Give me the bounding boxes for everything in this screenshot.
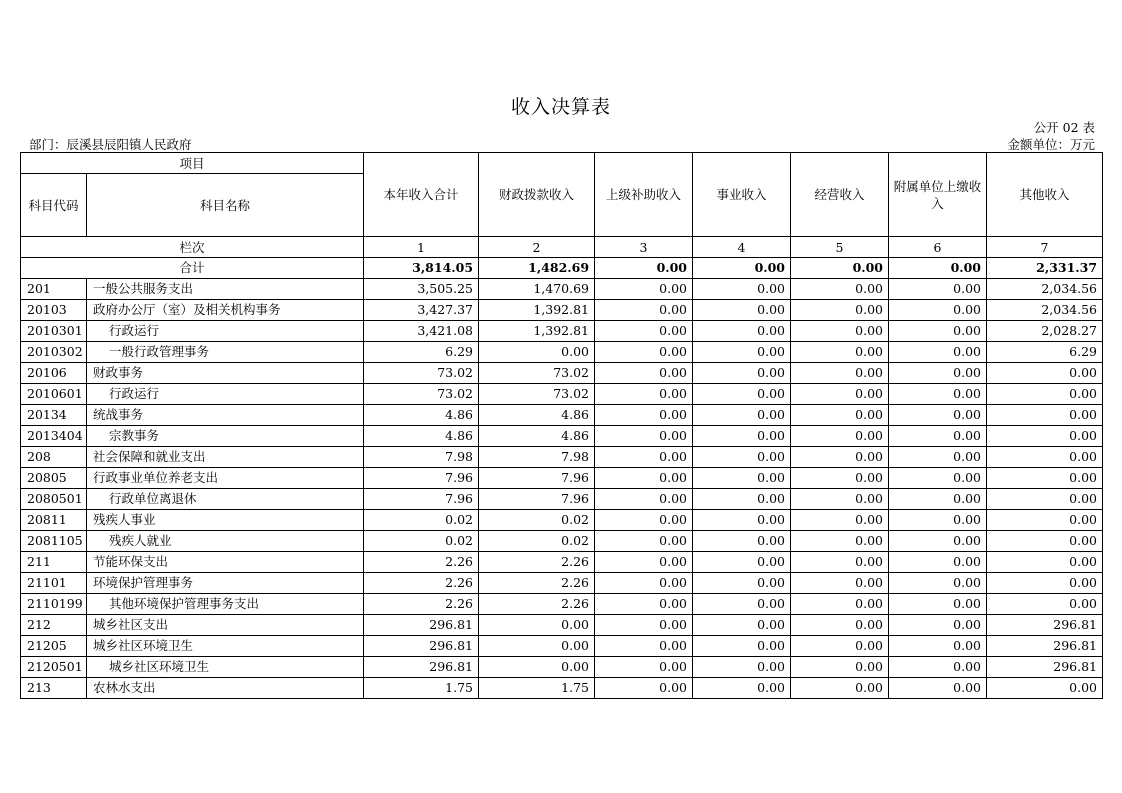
- amount-cell: 2.26: [479, 552, 595, 573]
- table-row: [21, 657, 1103, 678]
- amount-cell: 2.26: [364, 573, 479, 594]
- amount-cell: 0.00: [595, 510, 693, 531]
- amount-cell: 0.00: [693, 531, 791, 552]
- header-code: 科目代码: [21, 174, 87, 237]
- subject-name: 行政事业单位养老支出: [87, 468, 364, 489]
- subject-code: 2080501: [21, 489, 87, 510]
- amount-cell: 1.75: [364, 678, 479, 699]
- amount-cell: 0.00: [987, 489, 1103, 510]
- col-num: 2: [479, 237, 595, 258]
- subject-code: 20103: [21, 300, 87, 321]
- table-row: [21, 615, 1103, 636]
- amount-cell: 0.00: [791, 510, 889, 531]
- amount-cell: 73.02: [364, 363, 479, 384]
- col-num: 3: [595, 237, 693, 258]
- amount-cell: 7.96: [479, 468, 595, 489]
- amount-cell: 0.00: [693, 384, 791, 405]
- subject-code: 21101: [21, 573, 87, 594]
- col-num: 6: [889, 237, 987, 258]
- amount-cell: 0.00: [595, 363, 693, 384]
- amount-cell: 0.00: [889, 321, 987, 342]
- amount-cell: 4.86: [479, 426, 595, 447]
- amount-cell: 0.00: [791, 531, 889, 552]
- amount-cell: 0.00: [889, 279, 987, 300]
- subject-name: 行政运行: [87, 321, 364, 342]
- form-number: 公开 02 表: [1033, 120, 1095, 135]
- header-col-7: 其他收入: [987, 153, 1103, 237]
- amount-cell: 0.02: [479, 531, 595, 552]
- amount-cell: 0.00: [595, 573, 693, 594]
- amount-cell: 0.00: [791, 384, 889, 405]
- amount-cell: 0.00: [693, 447, 791, 468]
- subject-code: 21205: [21, 636, 87, 657]
- amount-cell: 7.98: [364, 447, 479, 468]
- amount-cell: 296.81: [987, 657, 1103, 678]
- subject-name: 残疾人事业: [87, 510, 364, 531]
- subject-name: 一般行政管理事务: [87, 342, 364, 363]
- subject-name: 政府办公厅（室）及相关机构事务: [87, 300, 364, 321]
- amount-cell: 0.00: [791, 321, 889, 342]
- subject-name: 城乡社区环境卫生: [87, 636, 364, 657]
- amount-cell: 4.86: [479, 405, 595, 426]
- amount-cell: 0.00: [595, 594, 693, 615]
- subject-code: 20106: [21, 363, 87, 384]
- amount-cell: 0.00: [791, 594, 889, 615]
- amount-cell: 0.00: [595, 384, 693, 405]
- amount-cell: 0.00: [791, 279, 889, 300]
- amount-cell: 0.00: [987, 573, 1103, 594]
- amount-cell: 0.00: [595, 405, 693, 426]
- subject-code: 213: [21, 678, 87, 699]
- table-row: [21, 342, 1103, 363]
- subject-name: 行政单位离退休: [87, 489, 364, 510]
- amount-cell: 0.00: [889, 405, 987, 426]
- amount-cell: 0.00: [693, 279, 791, 300]
- amount-cell: 0.00: [693, 405, 791, 426]
- total-value: 0.00: [595, 258, 693, 279]
- subject-code: 20134: [21, 405, 87, 426]
- total-row: [21, 258, 1103, 279]
- amount-cell: 0.00: [693, 300, 791, 321]
- amount-cell: 0.00: [889, 657, 987, 678]
- amount-cell: 0.00: [791, 447, 889, 468]
- amount-cell: 0.00: [693, 594, 791, 615]
- amount-cell: 0.00: [889, 552, 987, 573]
- amount-cell: 0.00: [987, 405, 1103, 426]
- amount-cell: 0.00: [693, 552, 791, 573]
- total-value: 2,331.37: [987, 258, 1103, 279]
- amount-cell: 2,034.56: [987, 300, 1103, 321]
- subject-code: 208: [21, 447, 87, 468]
- amount-cell: 0.00: [791, 342, 889, 363]
- header-col-3: 上级补助收入: [595, 153, 693, 237]
- subject-name: 节能环保支出: [87, 552, 364, 573]
- amount-cell: 0.00: [595, 447, 693, 468]
- amount-cell: 0.00: [693, 426, 791, 447]
- amount-cell: 0.00: [693, 678, 791, 699]
- total-value: 0.00: [791, 258, 889, 279]
- amount-cell: 1,392.81: [479, 321, 595, 342]
- col-num: 1: [364, 237, 479, 258]
- col-num: 4: [693, 237, 791, 258]
- amount-cell: 0.00: [791, 678, 889, 699]
- subject-code: 2010301: [21, 321, 87, 342]
- table-row: [21, 363, 1103, 384]
- amount-cell: 0.00: [479, 615, 595, 636]
- amount-cell: 2.26: [479, 594, 595, 615]
- amount-cell: 0.00: [595, 300, 693, 321]
- amount-cell: 0.00: [693, 468, 791, 489]
- amount-cell: 0.02: [364, 510, 479, 531]
- unit-label: 金额单位：万元: [1007, 137, 1095, 152]
- subject-name: 城乡社区环境卫生: [87, 657, 364, 678]
- amount-cell: 0.00: [987, 594, 1103, 615]
- amount-cell: 0.00: [987, 384, 1103, 405]
- page-title: 收入决算表: [510, 96, 611, 118]
- subject-name: 残疾人就业: [87, 531, 364, 552]
- amount-cell: 0.00: [889, 384, 987, 405]
- amount-cell: 2.26: [364, 594, 479, 615]
- header-item: 项目: [21, 153, 364, 174]
- amount-cell: 0.00: [791, 300, 889, 321]
- amount-cell: 1,392.81: [479, 300, 595, 321]
- table-row: [21, 489, 1103, 510]
- amount-cell: 0.00: [889, 594, 987, 615]
- amount-cell: 0.00: [889, 300, 987, 321]
- amount-cell: 1,470.69: [479, 279, 595, 300]
- amount-cell: 0.00: [595, 552, 693, 573]
- subject-code: 212: [21, 615, 87, 636]
- amount-cell: 296.81: [987, 636, 1103, 657]
- subject-code: 20811: [21, 510, 87, 531]
- amount-cell: 0.00: [791, 405, 889, 426]
- amount-cell: 0.00: [693, 615, 791, 636]
- subject-name: 行政运行: [87, 384, 364, 405]
- amount-cell: 0.00: [987, 426, 1103, 447]
- amount-cell: 3,505.25: [364, 279, 479, 300]
- amount-cell: 0.00: [791, 489, 889, 510]
- amount-cell: 0.00: [889, 615, 987, 636]
- subject-code: 2081105: [21, 531, 87, 552]
- subject-name: 社会保障和就业支出: [87, 447, 364, 468]
- table-row: [21, 279, 1103, 300]
- amount-cell: 3,427.37: [364, 300, 479, 321]
- income-table: [20, 152, 1103, 699]
- amount-cell: 2,034.56: [987, 279, 1103, 300]
- subject-name: 财政事务: [87, 363, 364, 384]
- amount-cell: 7.96: [364, 468, 479, 489]
- amount-cell: 2.26: [479, 573, 595, 594]
- header-col-6: 附属单位上缴收入: [889, 153, 987, 237]
- amount-cell: 6.29: [987, 342, 1103, 363]
- amount-cell: 0.00: [889, 489, 987, 510]
- amount-cell: 7.96: [479, 489, 595, 510]
- subject-name: 一般公共服务支出: [87, 279, 364, 300]
- amount-cell: 0.00: [479, 657, 595, 678]
- table-row: [21, 321, 1103, 342]
- amount-cell: 0.00: [595, 489, 693, 510]
- subject-name: 农林水支出: [87, 678, 364, 699]
- amount-cell: 0.00: [595, 657, 693, 678]
- amount-cell: 0.00: [693, 573, 791, 594]
- amount-cell: 73.02: [479, 363, 595, 384]
- amount-cell: 0.00: [791, 426, 889, 447]
- amount-cell: 0.00: [889, 426, 987, 447]
- amount-cell: 0.00: [987, 552, 1103, 573]
- subject-code: 2010302: [21, 342, 87, 363]
- header-col-2: 财政拨款收入: [479, 153, 595, 237]
- amount-cell: 0.00: [693, 636, 791, 657]
- subject-name: 宗教事务: [87, 426, 364, 447]
- amount-cell: 0.00: [987, 678, 1103, 699]
- amount-cell: 0.00: [889, 531, 987, 552]
- table-row: [21, 384, 1103, 405]
- amount-cell: 0.00: [693, 363, 791, 384]
- col-num: 5: [791, 237, 889, 258]
- table-row: [21, 510, 1103, 531]
- amount-cell: 73.02: [364, 384, 479, 405]
- subject-name: 其他环境保护管理事务支出: [87, 594, 364, 615]
- subject-code: 2110199: [21, 594, 87, 615]
- subject-code: 2120501: [21, 657, 87, 678]
- total-value: 0.00: [693, 258, 791, 279]
- amount-cell: 0.02: [479, 510, 595, 531]
- amount-cell: 1.75: [479, 678, 595, 699]
- amount-cell: 296.81: [364, 636, 479, 657]
- amount-cell: 0.00: [595, 279, 693, 300]
- header-col-1: 本年收入合计: [364, 153, 479, 237]
- amount-cell: 0.00: [791, 363, 889, 384]
- amount-cell: 0.00: [693, 657, 791, 678]
- subject-name: 统战事务: [87, 405, 364, 426]
- header-lanci: 栏次: [21, 237, 364, 258]
- amount-cell: 0.00: [987, 468, 1103, 489]
- amount-cell: 0.00: [693, 510, 791, 531]
- table-row: [21, 678, 1103, 699]
- amount-cell: 0.00: [889, 678, 987, 699]
- amount-cell: 0.00: [595, 678, 693, 699]
- header-col-5: 经营收入: [791, 153, 889, 237]
- amount-cell: 0.00: [889, 363, 987, 384]
- amount-cell: 0.00: [889, 573, 987, 594]
- amount-cell: 0.00: [791, 468, 889, 489]
- total-value: 0.00: [889, 258, 987, 279]
- amount-cell: 0.00: [889, 510, 987, 531]
- table-row: [21, 594, 1103, 615]
- amount-cell: 7.98: [479, 447, 595, 468]
- amount-cell: 2.26: [364, 552, 479, 573]
- table-row: [21, 300, 1103, 321]
- col-num: 7: [987, 237, 1103, 258]
- amount-cell: 0.00: [595, 531, 693, 552]
- table-row: [21, 405, 1103, 426]
- total-value: 1,482.69: [479, 258, 595, 279]
- amount-cell: 0.00: [889, 342, 987, 363]
- amount-cell: 0.00: [595, 426, 693, 447]
- amount-cell: 296.81: [987, 615, 1103, 636]
- amount-cell: 0.00: [791, 636, 889, 657]
- amount-cell: 0.00: [987, 447, 1103, 468]
- amount-cell: 4.86: [364, 405, 479, 426]
- amount-cell: 0.00: [987, 363, 1103, 384]
- amount-cell: 0.00: [889, 636, 987, 657]
- amount-cell: 0.00: [791, 573, 889, 594]
- amount-cell: 0.00: [595, 468, 693, 489]
- table-row: [21, 552, 1103, 573]
- amount-cell: 296.81: [364, 615, 479, 636]
- subject-code: 20805: [21, 468, 87, 489]
- amount-cell: 0.00: [693, 489, 791, 510]
- table-row: [21, 447, 1103, 468]
- amount-cell: 0.00: [595, 342, 693, 363]
- amount-cell: 0.00: [595, 615, 693, 636]
- subject-code: 2013404: [21, 426, 87, 447]
- amount-cell: 0.00: [693, 321, 791, 342]
- total-label: 合计: [21, 258, 364, 279]
- subject-code: 201: [21, 279, 87, 300]
- header-name: 科目名称: [87, 174, 364, 237]
- table-row: [21, 531, 1103, 552]
- subject-name: 城乡社区支出: [87, 615, 364, 636]
- subject-code: 2010601: [21, 384, 87, 405]
- table-row: [21, 636, 1103, 657]
- amount-cell: 0.00: [479, 342, 595, 363]
- total-value: 3,814.05: [364, 258, 479, 279]
- amount-cell: 7.96: [364, 489, 479, 510]
- amount-cell: 4.86: [364, 426, 479, 447]
- amount-cell: 0.00: [791, 552, 889, 573]
- amount-cell: 0.00: [889, 468, 987, 489]
- amount-cell: 6.29: [364, 342, 479, 363]
- amount-cell: 0.02: [364, 531, 479, 552]
- amount-cell: 296.81: [364, 657, 479, 678]
- subject-code: 211: [21, 552, 87, 573]
- amount-cell: 0.00: [791, 657, 889, 678]
- amount-cell: 2,028.27: [987, 321, 1103, 342]
- department-label: 部门：辰溪县辰阳镇人民政府: [29, 137, 192, 152]
- header-col-4: 事业收入: [693, 153, 791, 237]
- amount-cell: 0.00: [595, 636, 693, 657]
- table-row: [21, 426, 1103, 447]
- table-row: [21, 468, 1103, 489]
- amount-cell: 0.00: [693, 342, 791, 363]
- amount-cell: 0.00: [595, 321, 693, 342]
- amount-cell: 0.00: [479, 636, 595, 657]
- amount-cell: 0.00: [791, 615, 889, 636]
- amount-cell: 73.02: [479, 384, 595, 405]
- amount-cell: 0.00: [987, 510, 1103, 531]
- subject-name: 环境保护管理事务: [87, 573, 364, 594]
- amount-cell: 3,421.08: [364, 321, 479, 342]
- table-row: [21, 573, 1103, 594]
- amount-cell: 0.00: [889, 447, 987, 468]
- amount-cell: 0.00: [987, 531, 1103, 552]
